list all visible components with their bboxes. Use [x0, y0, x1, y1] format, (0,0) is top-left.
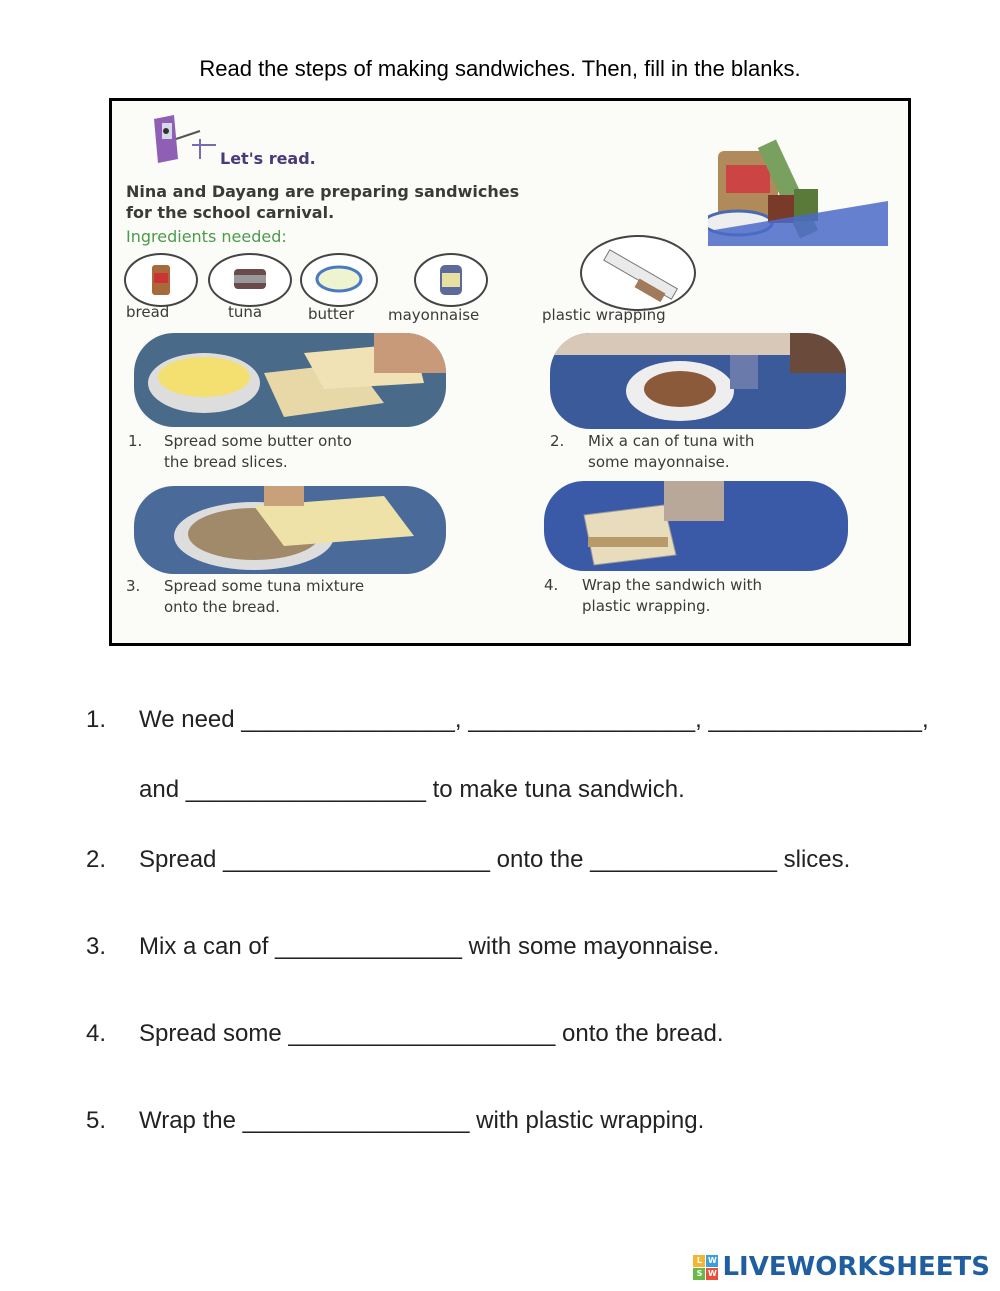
- liveworksheets-logo[interactable]: [693, 1252, 990, 1282]
- step-4-line-2: plastic wrapping.: [582, 597, 711, 615]
- step-2-text: [550, 431, 754, 473]
- ingredients-heading: Ingredients needed:: [126, 227, 287, 246]
- liveworksheets-logo-icon: [693, 1255, 718, 1280]
- question-4-line-1[interactable]: Spread some ____________________ onto the bread.: [139, 1020, 724, 1047]
- step-4-photo: [544, 481, 848, 571]
- question-5-number: 5.: [86, 1107, 107, 1134]
- question-3-number: 3.: [86, 933, 107, 960]
- textbook-excerpt: [109, 98, 911, 646]
- logo-letter-3: S: [693, 1268, 705, 1280]
- question-4-number: 4.: [86, 1020, 107, 1047]
- step-4-number: 4.: [544, 576, 559, 594]
- liveworksheets-brand: LIVEWORKSHEETS: [722, 1252, 990, 1282]
- step-3-text: [126, 576, 364, 618]
- step-3-line-2: onto the bread.: [164, 598, 280, 616]
- question-5-line-1[interactable]: Wrap the _________________ with plastic wrapping.: [139, 1107, 705, 1134]
- ingredients-group-image: [708, 131, 888, 246]
- step-3-number: 3.: [126, 577, 141, 595]
- question-1-line-2[interactable]: and __________________ to make tuna sandwich.: [139, 776, 685, 803]
- step-2-line-1: Mix a can of tuna with: [588, 432, 755, 450]
- step-1-line-1: Spread some butter onto: [164, 432, 352, 450]
- logo-letter-2: W: [708, 1255, 717, 1265]
- step-2-line-2: some mayonnaise.: [588, 453, 730, 471]
- question-1-number: 1.: [86, 706, 107, 733]
- question-1-line-1[interactable]: We need ________________, _________________, ________________,: [139, 706, 929, 733]
- bread-picture: [124, 253, 198, 307]
- step-2-number: 2.: [550, 432, 565, 450]
- step-4-line-1: Wrap the sandwich with: [582, 576, 763, 594]
- mascot-icon: [140, 109, 220, 169]
- ingredient-label-bread: bread: [126, 303, 170, 321]
- intro-line-2: for the school carnival.: [126, 203, 335, 222]
- ingredient-label-mayonnaise: mayonnaise: [388, 306, 480, 324]
- logo-letter-4: W: [708, 1268, 717, 1278]
- butter-picture: [300, 253, 378, 307]
- ingredient-label-tuna: tuna: [228, 303, 263, 321]
- worksheet-instruction: Read the steps of making sandwiches. Then, fill in the blanks.: [199, 56, 801, 81]
- step-1-text: [128, 431, 352, 473]
- tuna-picture: [208, 253, 292, 307]
- step-1-line-2: the bread slices.: [164, 453, 288, 471]
- step-3-photo: [134, 486, 446, 574]
- question-2-number: 2.: [86, 846, 107, 873]
- step-1-number: 1.: [128, 432, 143, 450]
- step-1-photo: [134, 333, 446, 427]
- ingredient-label-butter: butter: [308, 305, 355, 323]
- mayonnaise-picture: [414, 253, 488, 307]
- logo-letter-1: L: [693, 1255, 705, 1267]
- intro-text: [126, 181, 519, 223]
- intro-line-1: Nina and Dayang are preparing sandwiches: [126, 182, 520, 201]
- question-2-line-1[interactable]: Spread ____________________ onto the ______________ slices.: [139, 846, 851, 873]
- plastic-wrapping-picture: [580, 235, 696, 311]
- ingredient-label-plastic-wrapping: plastic wrapping: [542, 306, 666, 324]
- step-2-photo: [550, 333, 846, 429]
- step-3-line-1: Spread some tuna mixture: [164, 577, 365, 595]
- lets-read-heading: Let's read.: [220, 149, 316, 168]
- question-3-line-1[interactable]: Mix a can of ______________ with some mayonnaise.: [139, 933, 720, 960]
- step-4-text: [544, 575, 762, 617]
